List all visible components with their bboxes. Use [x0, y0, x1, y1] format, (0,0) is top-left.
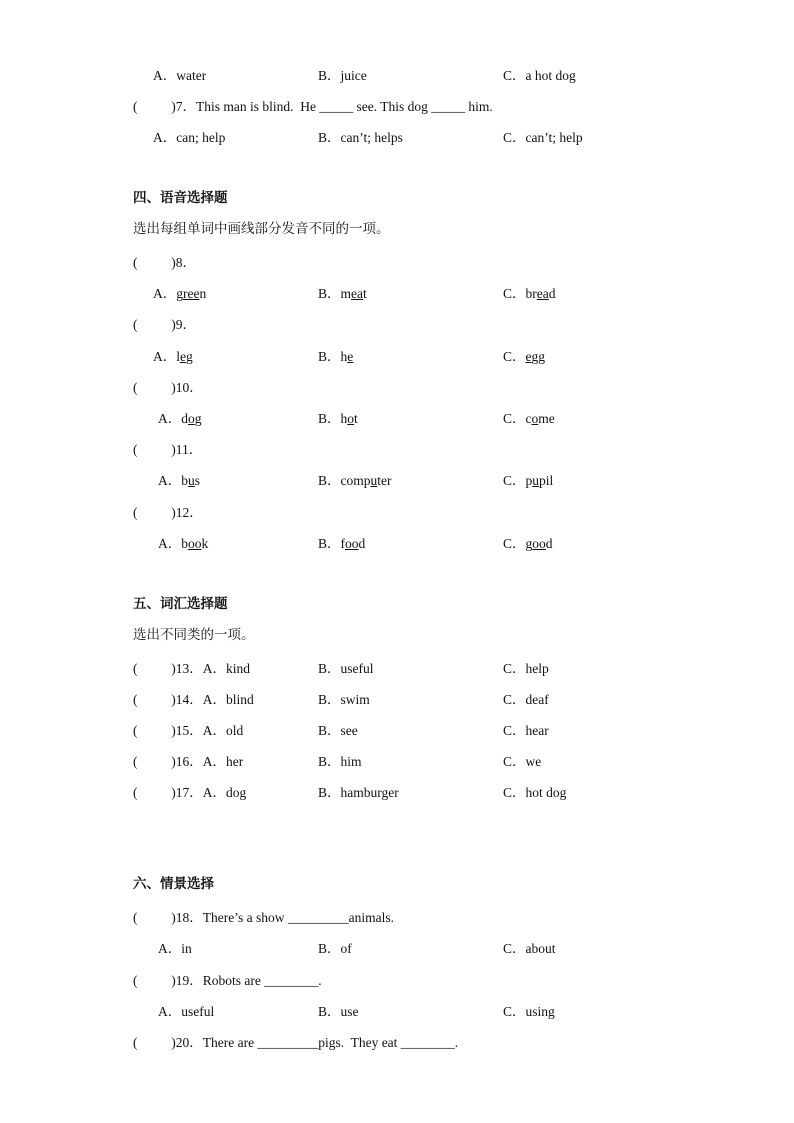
- section5-header: [0, 594, 794, 614]
- section5-title: 五、词汇选择题: [133, 596, 228, 612]
- section6-title: 六、情景选择: [133, 876, 214, 892]
- q8-options-row: [0, 284, 794, 304]
- q11-option-c[interactable]: C．pupil: [503, 473, 554, 488]
- q6-option-a[interactable]: A．water: [153, 68, 207, 83]
- q10-option-c[interactable]: C．come: [503, 411, 555, 426]
- q12-options-row: [0, 534, 794, 554]
- q11-options-row: [0, 471, 794, 491]
- q17-option-b[interactable]: B．hamburger: [318, 785, 399, 800]
- q16-stem[interactable]: ( )16．A．her: [133, 754, 244, 769]
- q18-stem: ( )18．There’s a show _________animals.: [133, 910, 394, 925]
- q15-option-c[interactable]: C．hear: [503, 723, 549, 738]
- q12-option-c[interactable]: C．good: [503, 536, 553, 551]
- q11-option-b[interactable]: B．computer: [318, 473, 392, 488]
- section4-title: 四、语音选择题: [133, 190, 228, 206]
- q14-stem[interactable]: ( )14．A．blind: [133, 692, 254, 707]
- q7-option-c[interactable]: C．can’t; help: [503, 130, 583, 145]
- q12-stem: ( )12．: [133, 505, 203, 520]
- q10-row: [0, 378, 794, 398]
- q7-option-a[interactable]: A．can; help: [153, 130, 226, 145]
- q6-option-c[interactable]: C．a hot dog: [503, 68, 576, 83]
- q17-stem[interactable]: ( )17．A．dog: [133, 785, 247, 800]
- q14-row: [0, 690, 794, 710]
- q9-options-row: [0, 347, 794, 367]
- q7-option-b[interactable]: B．can’t; helps: [318, 130, 403, 145]
- q15-option-b[interactable]: B．see: [318, 723, 358, 738]
- q17-option-c[interactable]: C．hot dog: [503, 785, 567, 800]
- q9-option-c[interactable]: C．egg: [503, 349, 546, 364]
- q8-stem: ( )8．: [133, 255, 196, 270]
- q10-option-b[interactable]: B．hot: [318, 411, 358, 426]
- q16-option-c[interactable]: C．we: [503, 754, 542, 769]
- q11-stem: ( )11．: [133, 442, 203, 457]
- q8-option-b[interactable]: B．meat: [318, 286, 367, 301]
- q9-row: [0, 315, 794, 335]
- q18-options-row: [0, 939, 794, 959]
- q16-row: [0, 752, 794, 772]
- q7-options-row: [0, 128, 794, 148]
- q6-options-row: [0, 66, 794, 86]
- q6-option-b[interactable]: B．juice: [318, 68, 367, 83]
- q19-option-b[interactable]: B．use: [318, 1004, 359, 1019]
- q18-row: [0, 908, 794, 928]
- q9-option-a[interactable]: A．leg: [153, 349, 193, 364]
- section6-header: [0, 874, 794, 894]
- section4-header: [0, 188, 794, 208]
- q19-option-c[interactable]: C．using: [503, 1004, 555, 1019]
- section4-instruction-row: [0, 219, 794, 239]
- q10-stem: ( )10．: [133, 380, 203, 395]
- q7-stem: ( )7．This man is blind. He _____ see. This dog _____ him.: [133, 99, 493, 114]
- q11-row: [0, 440, 794, 460]
- q18-option-a[interactable]: A．in: [158, 941, 192, 956]
- q11-option-a[interactable]: A．bus: [158, 473, 201, 488]
- q10-option-a[interactable]: A．dog: [158, 411, 202, 426]
- q8-row: [0, 253, 794, 273]
- q14-option-b[interactable]: B．swim: [318, 692, 370, 707]
- q19-stem: ( )19．Robots are ________.: [133, 973, 322, 988]
- q19-option-a[interactable]: A．useful: [158, 1004, 215, 1019]
- q17-row: [0, 783, 794, 803]
- q18-option-c[interactable]: C．about: [503, 941, 556, 956]
- q8-option-c[interactable]: C．bread: [503, 286, 556, 301]
- q20-row: [0, 1033, 794, 1053]
- q18-option-b[interactable]: B．of: [318, 941, 352, 956]
- section5-instruction-row: [0, 625, 794, 645]
- q13-option-b[interactable]: B．useful: [318, 661, 374, 676]
- q13-stem[interactable]: ( )13．A．kind: [133, 661, 250, 676]
- section5-instruction: 选出不同类的一项。: [133, 627, 255, 643]
- q7-row: [0, 97, 794, 117]
- q12-row: [0, 503, 794, 523]
- q20-stem: ( )20．There are _________pigs. They eat ________.: [133, 1035, 459, 1050]
- q10-options-row: [0, 409, 794, 429]
- q9-stem: ( )9．: [133, 317, 196, 332]
- q12-option-b[interactable]: B．food: [318, 536, 366, 551]
- q16-option-b[interactable]: B．him: [318, 754, 362, 769]
- q13-row: [0, 659, 794, 679]
- q13-option-c[interactable]: C．help: [503, 661, 549, 676]
- q9-option-b[interactable]: B．he: [318, 349, 354, 364]
- q19-options-row: [0, 1002, 794, 1022]
- q8-option-a[interactable]: A．green: [153, 286, 207, 301]
- q14-option-c[interactable]: C．deaf: [503, 692, 549, 707]
- q15-row: [0, 721, 794, 741]
- q19-row: [0, 971, 794, 991]
- q15-stem[interactable]: ( )15．A．old: [133, 723, 244, 738]
- q12-option-a[interactable]: A．book: [158, 536, 209, 551]
- section4-instruction: 选出每组单词中画线部分发音不同的一项。: [133, 221, 390, 237]
